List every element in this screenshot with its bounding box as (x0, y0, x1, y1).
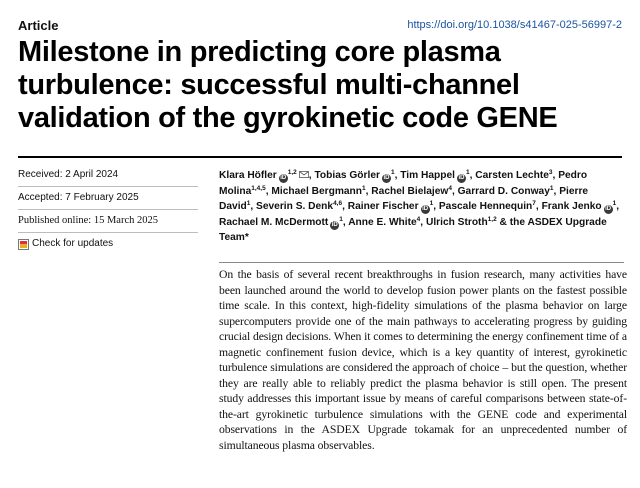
author-list (219, 168, 624, 246)
author-item (371, 186, 457, 197)
affiliation-superscript: 1,2 (287, 169, 297, 176)
affiliation-superscript: 1 (465, 169, 470, 176)
author-separator: , (469, 170, 476, 181)
author-name[interactable]: Pedro Molina (219, 170, 588, 197)
orcid-icon[interactable]: iD (605, 206, 612, 212)
accepted-date: Accepted: 7 February 2025 (18, 187, 198, 210)
author-separator: , (342, 201, 348, 212)
author-name[interactable]: Rachel Bielajew (371, 185, 449, 197)
orcid-icon[interactable]: iD (280, 175, 287, 181)
author-separator: , (451, 185, 458, 197)
author-item (475, 170, 558, 181)
author-name[interactable]: Carsten Lechte (475, 170, 549, 181)
article-type-label: Article (18, 18, 59, 33)
author-separator: , (265, 185, 272, 197)
author-separator: , (250, 201, 257, 212)
title-divider (18, 156, 622, 158)
author-separator: & the (496, 216, 528, 228)
affiliation-superscript: 1 (339, 215, 343, 223)
check-updates-icon (18, 239, 29, 250)
author-item (426, 217, 528, 228)
affiliation-superscript: 1,2 (487, 215, 497, 223)
author-name[interactable]: Klara Höfler (219, 170, 277, 181)
author-item (458, 186, 560, 197)
affiliation-superscript: 1 (549, 184, 554, 192)
author-separator: , (433, 201, 439, 212)
author-name[interactable]: Rainer Fischer (347, 201, 419, 212)
author-separator: , (365, 185, 372, 197)
author-item (256, 201, 348, 212)
author-name[interactable]: Severin S. Denk (256, 201, 334, 212)
affiliation-superscript: 1 (429, 200, 434, 207)
published-date: Published online: 15 March 2025 (18, 210, 198, 233)
publication-dates (18, 164, 198, 253)
author-separator: , (552, 170, 559, 181)
author-separator: , (616, 201, 620, 212)
envelope-icon[interactable] (299, 171, 309, 178)
affiliation-superscript: 1,4,5 (251, 184, 266, 192)
orcid-icon[interactable]: iD (458, 175, 465, 181)
author-separator: , (553, 185, 560, 197)
author-separator: , (308, 170, 315, 181)
author-separator: , (420, 216, 426, 228)
affiliation-superscript: 3 (548, 169, 553, 176)
received-date: Received: 2 April 2024 (18, 164, 198, 187)
affiliation-superscript: 1 (390, 169, 395, 176)
author-name[interactable]: Anne E. White (348, 216, 417, 228)
article-title: Milestone in predicting core plasma turbulence: successful multi-channel validation of the gyrokinetic code GENE (18, 36, 558, 134)
orcid-icon[interactable]: iD (422, 206, 429, 212)
orcid-icon[interactable]: iD (331, 221, 338, 228)
abstract-divider (219, 262, 624, 263)
author-item (542, 201, 620, 212)
author-name[interactable]: Michael Bergmann (271, 185, 362, 197)
affiliation-superscript: 4 (416, 215, 421, 223)
orcid-icon[interactable]: iD (383, 175, 390, 181)
check-for-updates-label: Check for updates (32, 238, 114, 249)
page-header (18, 18, 622, 36)
abstract-text: On the basis of several recent breakthroughs in fusion research, many activities have been launched around the world to develop fusion power plants on the fastest possible time scale. In this context, high-fidelity simulations of the plasma behavior on large supercomputers provide one of the main pathways to accelerating progress by guiding crucial design decisions. When it comes to determining the energy confinement time of a magnetic confinement fusion device, which is a key quantity of interest, gyrokinetic turbulence simulations are considered the approach of choice – but the question, whether they are really able to reliably predict the plasma behavior is still open. The present study addresses this important issue by means of careful comparisons between state-of-the-art gyrokinetic turbulence simulations with the GENE code and experimental observations in the ASDEX Upgrade tokamak for an unprecedented number of simultaneous plasma observables. (219, 268, 627, 452)
affiliation-superscript: 4,6 (333, 200, 343, 207)
author-name[interactable]: Tim Happel (400, 170, 455, 181)
author-item (348, 217, 426, 228)
author-separator: , (535, 201, 542, 212)
author-name[interactable]: ASDEX Upgrade Team* (219, 216, 607, 243)
author-separator: , (342, 216, 349, 228)
affiliation-superscript: 4 (448, 184, 452, 192)
author-name[interactable]: Ulrich Stroth (425, 216, 488, 228)
author-item (348, 201, 439, 212)
author-name[interactable]: Frank Jenko (541, 201, 602, 212)
author-name[interactable]: Pierre David (219, 185, 589, 212)
doi-link[interactable]: https://doi.org/10.1038/s41467-025-56997-2 (407, 19, 622, 31)
author-separator: , (394, 170, 401, 181)
author-item (271, 186, 371, 197)
affiliation-superscript: 1 (612, 200, 617, 207)
author-item (219, 170, 314, 181)
author-item (439, 201, 542, 212)
check-for-updates-button[interactable] (18, 235, 198, 253)
author-item (314, 170, 400, 181)
author-name[interactable]: Garrard D. Conway (457, 185, 550, 197)
author-name[interactable]: Pascale Hennequin (438, 201, 533, 212)
author-name[interactable]: Tobias Görler (314, 170, 380, 181)
author-name[interactable]: Rachael M. McDermott (219, 216, 329, 228)
author-item (400, 170, 475, 181)
affiliation-superscript: 1 (362, 184, 366, 192)
affiliation-superscript: 7 (532, 200, 536, 207)
author-item (219, 217, 348, 228)
affiliation-superscript: 1 (246, 200, 251, 207)
